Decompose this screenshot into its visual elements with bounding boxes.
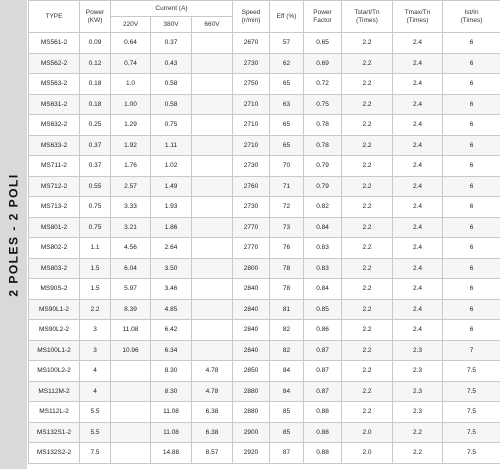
cell-current-660v: 8.57 — [192, 443, 233, 464]
cell-power: 1.5 — [80, 258, 111, 279]
cell-current-380v: 1.86 — [151, 217, 192, 238]
cell-current-660v — [192, 320, 233, 341]
cell-istart: 6 — [443, 176, 500, 197]
cell-tstart: 2.2 — [342, 217, 393, 238]
cell-tmax: 2.4 — [393, 258, 443, 279]
cell-current-220v: 1.00 — [111, 94, 151, 115]
cell-type: MS803-2 — [29, 258, 80, 279]
cell-eff: 57 — [270, 33, 304, 54]
cell-tmax: 2.3 — [393, 402, 443, 423]
cell-istart: 7.5 — [443, 361, 500, 382]
table-row — [29, 402, 500, 423]
cell-eff: 82 — [270, 320, 304, 341]
cell-current-660v — [192, 238, 233, 259]
cell-tstart: 2.2 — [342, 299, 393, 320]
table-row — [29, 94, 500, 115]
cell-current-660v — [192, 33, 233, 54]
cell-istart: 6 — [443, 115, 500, 136]
header-istart: Ist/In (Times) — [443, 1, 500, 33]
cell-type: MS112L-2 — [29, 402, 80, 423]
cell-tstart: 2.2 — [342, 238, 393, 259]
table-row — [29, 279, 500, 300]
cell-current-220v: 4.56 — [111, 238, 151, 259]
header-tstart: Tstart/Tn (Times) — [342, 1, 393, 33]
cell-tstart: 2.2 — [342, 135, 393, 156]
cell-power: 0.55 — [80, 176, 111, 197]
cell-eff: 65 — [270, 74, 304, 95]
table-row — [29, 340, 500, 361]
cell-power: 5.5 — [80, 402, 111, 423]
cell-speed: 2730 — [233, 197, 270, 218]
cell-tmax: 2.4 — [393, 217, 443, 238]
cell-current-380v: 0.43 — [151, 53, 192, 74]
cell-eff: 84 — [270, 381, 304, 402]
cell-power: 4 — [80, 361, 111, 382]
cell-tmax: 2.4 — [393, 279, 443, 300]
cell-current-380v: 1.11 — [151, 135, 192, 156]
cell-type: MS713-2 — [29, 197, 80, 218]
cell-tstart: 2.2 — [342, 258, 393, 279]
cell-tstart: 2.2 — [342, 340, 393, 361]
cell-tmax: 2.4 — [393, 156, 443, 177]
cell-current-220v: 3.21 — [111, 217, 151, 238]
cell-eff: 63 — [270, 94, 304, 115]
cell-power: 0.75 — [80, 217, 111, 238]
cell-current-220v — [111, 422, 151, 443]
cell-tstart: 2.0 — [342, 443, 393, 464]
cell-current-380v: 11.08 — [151, 422, 192, 443]
cell-power: 3 — [80, 340, 111, 361]
cell-power-factor: 0.86 — [304, 320, 342, 341]
cell-current-380v: 1.02 — [151, 156, 192, 177]
table-row — [29, 197, 500, 218]
cell-istart: 6 — [443, 33, 500, 54]
cell-current-220v: 11.08 — [111, 320, 151, 341]
cell-type: MS712-2 — [29, 176, 80, 197]
cell-tstart: 2.2 — [342, 320, 393, 341]
table-row — [29, 176, 500, 197]
cell-power-factor: 0.83 — [304, 258, 342, 279]
cell-istart: 7.5 — [443, 422, 500, 443]
cell-current-380v: 4.85 — [151, 299, 192, 320]
cell-type: MS90L1-2 — [29, 299, 80, 320]
cell-type: MS802-2 — [29, 238, 80, 259]
table-row — [29, 135, 500, 156]
header-tmax: Tmax/Tn (Times) — [393, 1, 443, 33]
table-row — [29, 156, 500, 177]
cell-speed: 2770 — [233, 217, 270, 238]
cell-type: MS132S1-2 — [29, 422, 80, 443]
cell-istart: 7 — [443, 340, 500, 361]
cell-current-220v: 5.97 — [111, 279, 151, 300]
cell-current-380v: 0.58 — [151, 74, 192, 95]
cell-type: MS711-2 — [29, 156, 80, 177]
cell-power-factor: 0.88 — [304, 402, 342, 423]
cell-tstart: 2.2 — [342, 197, 393, 218]
cell-power-factor: 0.83 — [304, 238, 342, 259]
table-row — [29, 443, 500, 464]
table-row — [29, 381, 500, 402]
cell-power-factor: 0.84 — [304, 279, 342, 300]
cell-istart: 6 — [443, 238, 500, 259]
cell-speed: 2850 — [233, 361, 270, 382]
header-380v: 380V — [151, 17, 192, 33]
cell-type: MS632-2 — [29, 115, 80, 136]
cell-current-660v: 4.78 — [192, 361, 233, 382]
cell-tmax: 2.4 — [393, 320, 443, 341]
cell-power: 0.18 — [80, 74, 111, 95]
cell-istart: 6 — [443, 299, 500, 320]
cell-tstart: 2.2 — [342, 33, 393, 54]
cell-current-660v: 4.78 — [192, 381, 233, 402]
cell-power-factor: 0.69 — [304, 53, 342, 74]
cell-speed: 2880 — [233, 402, 270, 423]
table-row — [29, 361, 500, 382]
cell-speed: 2840 — [233, 299, 270, 320]
cell-current-660v: 6.38 — [192, 402, 233, 423]
cell-current-660v — [192, 94, 233, 115]
cell-power: 2.2 — [80, 299, 111, 320]
cell-tmax: 2.4 — [393, 197, 443, 218]
cell-power-factor: 0.82 — [304, 197, 342, 218]
header-row-top — [29, 1, 500, 17]
cell-power: 3 — [80, 320, 111, 341]
cell-power-factor: 0.88 — [304, 443, 342, 464]
cell-speed: 2920 — [233, 443, 270, 464]
cell-power: 0.37 — [80, 156, 111, 177]
cell-power-factor: 0.85 — [304, 299, 342, 320]
cell-eff: 82 — [270, 340, 304, 361]
table-row — [29, 422, 500, 443]
header-speed: Speed (r/min) — [233, 1, 270, 33]
header-220v: 220V — [111, 17, 151, 33]
table-row — [29, 74, 500, 95]
cell-tstart: 2.2 — [342, 402, 393, 423]
cell-current-660v — [192, 135, 233, 156]
cell-tmax: 2.4 — [393, 74, 443, 95]
cell-type: MS100L2-2 — [29, 361, 80, 382]
cell-tstart: 2.2 — [342, 74, 393, 95]
table-row — [29, 33, 500, 54]
cell-current-660v — [192, 74, 233, 95]
cell-current-380v: 3.46 — [151, 279, 192, 300]
cell-current-380v: 8.30 — [151, 361, 192, 382]
cell-tmax: 2.2 — [393, 443, 443, 464]
table-body — [29, 33, 500, 464]
cell-current-220v: 1.92 — [111, 135, 151, 156]
cell-current-660v — [192, 156, 233, 177]
cell-eff: 62 — [270, 53, 304, 74]
header-current: Current (A) — [111, 1, 233, 17]
cell-tstart: 2.2 — [342, 94, 393, 115]
motor-spec-table — [28, 0, 500, 464]
cell-current-380v: 2.64 — [151, 238, 192, 259]
cell-type: MS112M-2 — [29, 381, 80, 402]
cell-istart: 6 — [443, 156, 500, 177]
cell-tmax: 2.3 — [393, 361, 443, 382]
cell-istart: 7.5 — [443, 443, 500, 464]
cell-current-660v — [192, 258, 233, 279]
cell-eff: 85 — [270, 422, 304, 443]
cell-type: MS561-2 — [29, 33, 80, 54]
cell-current-660v — [192, 299, 233, 320]
cell-istart: 6 — [443, 135, 500, 156]
cell-power-factor: 0.84 — [304, 217, 342, 238]
cell-current-220v: 3.33 — [111, 197, 151, 218]
cell-power: 1.1 — [80, 238, 111, 259]
cell-tstart: 2.2 — [342, 381, 393, 402]
cell-type: MS132S2-2 — [29, 443, 80, 464]
cell-eff: 85 — [270, 402, 304, 423]
cell-istart: 7.5 — [443, 402, 500, 423]
cell-power: 4 — [80, 381, 111, 402]
table-row — [29, 299, 500, 320]
cell-speed: 2710 — [233, 94, 270, 115]
cell-tmax: 2.4 — [393, 135, 443, 156]
cell-current-220v: 0.74 — [111, 53, 151, 74]
header-power-factor: Power Factor — [304, 1, 342, 33]
table-row — [29, 258, 500, 279]
cell-power: 0.25 — [80, 115, 111, 136]
cell-power-factor: 0.78 — [304, 135, 342, 156]
cell-current-660v — [192, 340, 233, 361]
cell-current-660v — [192, 217, 233, 238]
cell-type: MS100L1-2 — [29, 340, 80, 361]
cell-tmax: 2.2 — [393, 422, 443, 443]
cell-current-220v — [111, 402, 151, 423]
cell-type: MS90L2-2 — [29, 320, 80, 341]
cell-speed: 2840 — [233, 340, 270, 361]
cell-tstart: 2.2 — [342, 115, 393, 136]
cell-speed: 2730 — [233, 53, 270, 74]
cell-eff: 72 — [270, 197, 304, 218]
cell-eff: 65 — [270, 115, 304, 136]
cell-istart: 6 — [443, 258, 500, 279]
cell-speed: 2710 — [233, 115, 270, 136]
cell-istart: 6 — [443, 74, 500, 95]
cell-current-220v — [111, 361, 151, 382]
cell-power: 0.09 — [80, 33, 111, 54]
cell-speed: 2760 — [233, 176, 270, 197]
cell-type: MS90S-2 — [29, 279, 80, 300]
cell-type: MS633-2 — [29, 135, 80, 156]
cell-power-factor: 0.75 — [304, 94, 342, 115]
cell-current-660v: 6.38 — [192, 422, 233, 443]
cell-speed: 2880 — [233, 381, 270, 402]
cell-current-380v: 14.88 — [151, 443, 192, 464]
cell-tmax: 2.3 — [393, 340, 443, 361]
cell-current-660v — [192, 115, 233, 136]
cell-power: 0.12 — [80, 53, 111, 74]
cell-speed: 2840 — [233, 320, 270, 341]
cell-power-factor: 0.79 — [304, 156, 342, 177]
table-row — [29, 53, 500, 74]
cell-eff: 81 — [270, 299, 304, 320]
header-eff: Eff (%) — [270, 1, 304, 33]
cell-power-factor: 0.79 — [304, 176, 342, 197]
cell-tmax: 2.3 — [393, 381, 443, 402]
cell-power-factor: 0.87 — [304, 340, 342, 361]
cell-istart: 6 — [443, 320, 500, 341]
cell-current-220v — [111, 443, 151, 464]
cell-current-380v: 1.93 — [151, 197, 192, 218]
cell-tstart: 2.0 — [342, 422, 393, 443]
cell-current-380v: 0.58 — [151, 94, 192, 115]
cell-tmax: 2.4 — [393, 176, 443, 197]
cell-istart: 6 — [443, 197, 500, 218]
cell-eff: 78 — [270, 279, 304, 300]
cell-current-220v: 1.29 — [111, 115, 151, 136]
cell-power: 7.5 — [80, 443, 111, 464]
cell-current-380v: 0.37 — [151, 33, 192, 54]
cell-type: MS801-2 — [29, 217, 80, 238]
cell-power: 1.5 — [80, 279, 111, 300]
cell-current-380v: 6.34 — [151, 340, 192, 361]
cell-tstart: 2.2 — [342, 176, 393, 197]
cell-type: MS563-2 — [29, 74, 80, 95]
cell-istart: 6 — [443, 279, 500, 300]
cell-current-380v: 0.75 — [151, 115, 192, 136]
cell-tstart: 2.2 — [342, 361, 393, 382]
table-row — [29, 320, 500, 341]
cell-power: 5.5 — [80, 422, 111, 443]
cell-speed: 2710 — [233, 135, 270, 156]
cell-speed: 2750 — [233, 74, 270, 95]
cell-eff: 65 — [270, 135, 304, 156]
cell-power-factor: 0.78 — [304, 115, 342, 136]
cell-istart: 6 — [443, 94, 500, 115]
cell-current-660v — [192, 176, 233, 197]
cell-eff: 71 — [270, 176, 304, 197]
cell-eff: 70 — [270, 156, 304, 177]
cell-eff: 78 — [270, 258, 304, 279]
cell-istart: 6 — [443, 53, 500, 74]
cell-tmax: 2.4 — [393, 238, 443, 259]
poles-label: 2 POLES - 2 POLI — [6, 172, 21, 297]
cell-istart: 6 — [443, 217, 500, 238]
cell-power-factor: 0.87 — [304, 381, 342, 402]
header-type: TYPE — [29, 1, 80, 33]
cell-tmax: 2.4 — [393, 53, 443, 74]
cell-tmax: 2.4 — [393, 33, 443, 54]
cell-power: 0.75 — [80, 197, 111, 218]
cell-tstart: 2.2 — [342, 156, 393, 177]
cell-eff: 84 — [270, 361, 304, 382]
cell-current-220v: 1.76 — [111, 156, 151, 177]
cell-speed: 2730 — [233, 156, 270, 177]
header-660v: 660V — [192, 17, 233, 33]
cell-power: 0.18 — [80, 94, 111, 115]
cell-eff: 73 — [270, 217, 304, 238]
cell-current-660v — [192, 279, 233, 300]
side-label-container — [0, 0, 27, 469]
cell-tstart: 2.2 — [342, 53, 393, 74]
cell-current-380v: 6.42 — [151, 320, 192, 341]
cell-eff: 87 — [270, 443, 304, 464]
cell-current-220v — [111, 381, 151, 402]
cell-tmax: 2.4 — [393, 115, 443, 136]
cell-current-220v: 8.39 — [111, 299, 151, 320]
cell-current-380v: 11.08 — [151, 402, 192, 423]
header-power: Power (KW) — [80, 1, 111, 33]
cell-current-220v: 1.0 — [111, 74, 151, 95]
table-row — [29, 217, 500, 238]
cell-current-220v: 2.57 — [111, 176, 151, 197]
cell-speed: 2900 — [233, 422, 270, 443]
cell-speed: 2670 — [233, 33, 270, 54]
cell-current-380v: 1.49 — [151, 176, 192, 197]
cell-current-380v: 8.30 — [151, 381, 192, 402]
cell-current-380v: 3.50 — [151, 258, 192, 279]
cell-current-660v — [192, 197, 233, 218]
cell-power: 0.37 — [80, 135, 111, 156]
cell-eff: 76 — [270, 238, 304, 259]
cell-type: MS631-2 — [29, 94, 80, 115]
cell-current-220v: 10.96 — [111, 340, 151, 361]
cell-speed: 2840 — [233, 279, 270, 300]
cell-power-factor: 0.88 — [304, 422, 342, 443]
cell-tmax: 2.4 — [393, 94, 443, 115]
cell-power-factor: 0.72 — [304, 74, 342, 95]
cell-tmax: 2.4 — [393, 299, 443, 320]
cell-current-220v: 0.64 — [111, 33, 151, 54]
cell-speed: 2770 — [233, 238, 270, 259]
cell-speed: 2800 — [233, 258, 270, 279]
cell-current-660v — [192, 53, 233, 74]
table-row — [29, 115, 500, 136]
table-row — [29, 238, 500, 259]
cell-istart: 7.5 — [443, 381, 500, 402]
cell-current-220v: 6.04 — [111, 258, 151, 279]
cell-tstart: 2.2 — [342, 279, 393, 300]
cell-power-factor: 0.87 — [304, 361, 342, 382]
cell-power-factor: 0.65 — [304, 33, 342, 54]
cell-type: MS562-2 — [29, 53, 80, 74]
